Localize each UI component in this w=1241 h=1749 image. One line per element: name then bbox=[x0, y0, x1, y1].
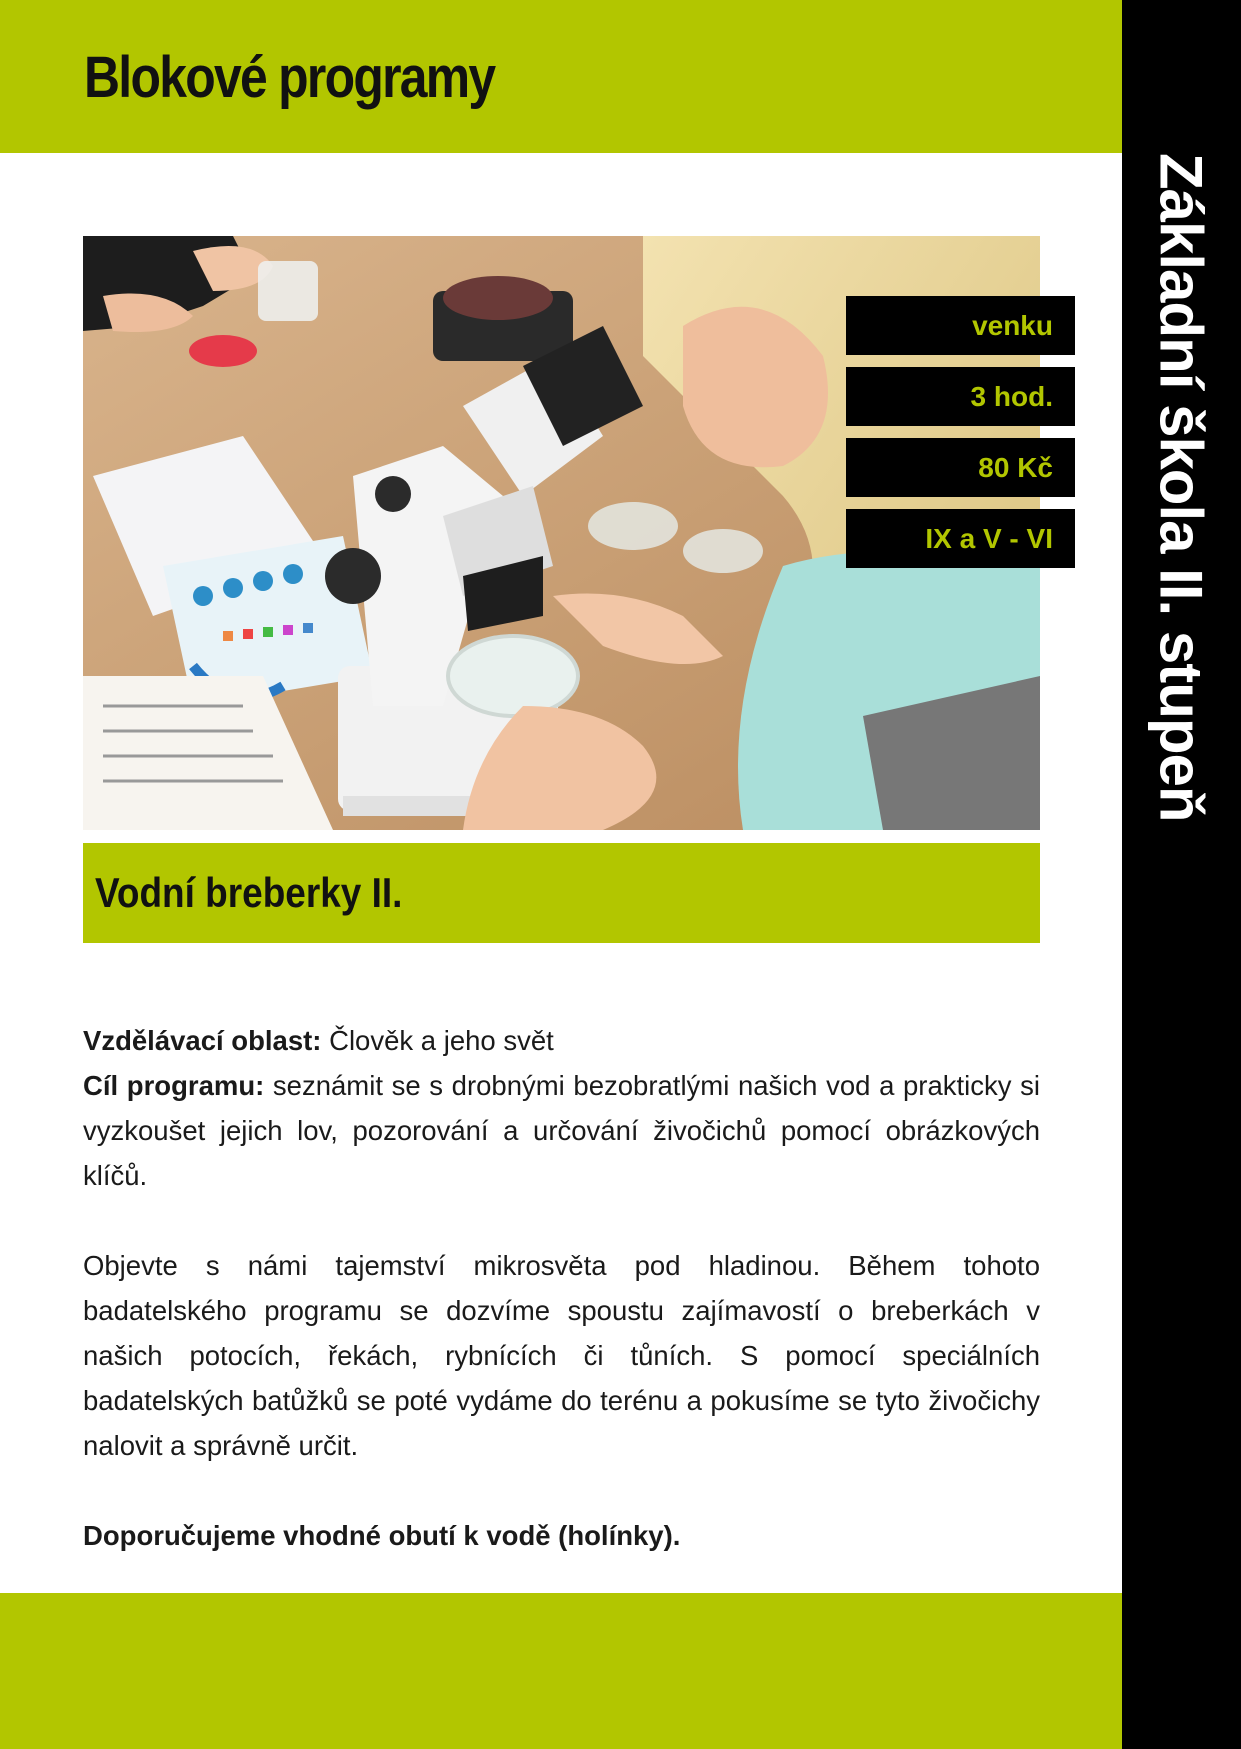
area-line bbox=[83, 1018, 1040, 1063]
tag-location: venku bbox=[846, 296, 1075, 355]
tag-price: 80 Kč bbox=[846, 438, 1075, 497]
goal-label: Cíl programu: bbox=[83, 1070, 265, 1101]
goal-value: seznámit se s drobnými bezobratlými našich vod a prakticky si vyzkoušet jejich lov, pozorování a určování živočichů pomocí obrázkových klíčů. bbox=[83, 1070, 1040, 1191]
tag-grades: IX a V - VI bbox=[846, 509, 1075, 568]
tag-duration: 3 hod. bbox=[846, 367, 1075, 426]
recommendation bbox=[83, 1513, 1040, 1558]
side-label: Základní škola II. stupeň bbox=[1147, 153, 1215, 822]
recommendation-text: Doporučujeme vhodné obutí k vodě (holínky). bbox=[83, 1520, 681, 1551]
area-value: Člověk a jeho svět bbox=[329, 1025, 554, 1056]
goal-line bbox=[83, 1063, 1040, 1198]
program-title-band bbox=[83, 843, 1040, 943]
area-label: Vzdělávací oblast: bbox=[83, 1025, 322, 1056]
page-title: Blokové programy bbox=[84, 45, 495, 110]
program-description bbox=[83, 1018, 1040, 1558]
header-band bbox=[0, 0, 1122, 153]
description-paragraph: Objevte s námi tajemství mikrosvěta pod hladinou. Během tohoto badatelského programu se dozvíme spoustu zajímavostí o breberkách v našich potocích, řekách, rybnících či tůních. S pomocí speciálních badatelských batůžků se poté vydáme do terénu a pokusíme se tyto živočichy nalovit a správně určit. bbox=[83, 1250, 1040, 1461]
footer-band bbox=[0, 1593, 1122, 1749]
program-title: Vodní breberky II. bbox=[95, 869, 403, 916]
